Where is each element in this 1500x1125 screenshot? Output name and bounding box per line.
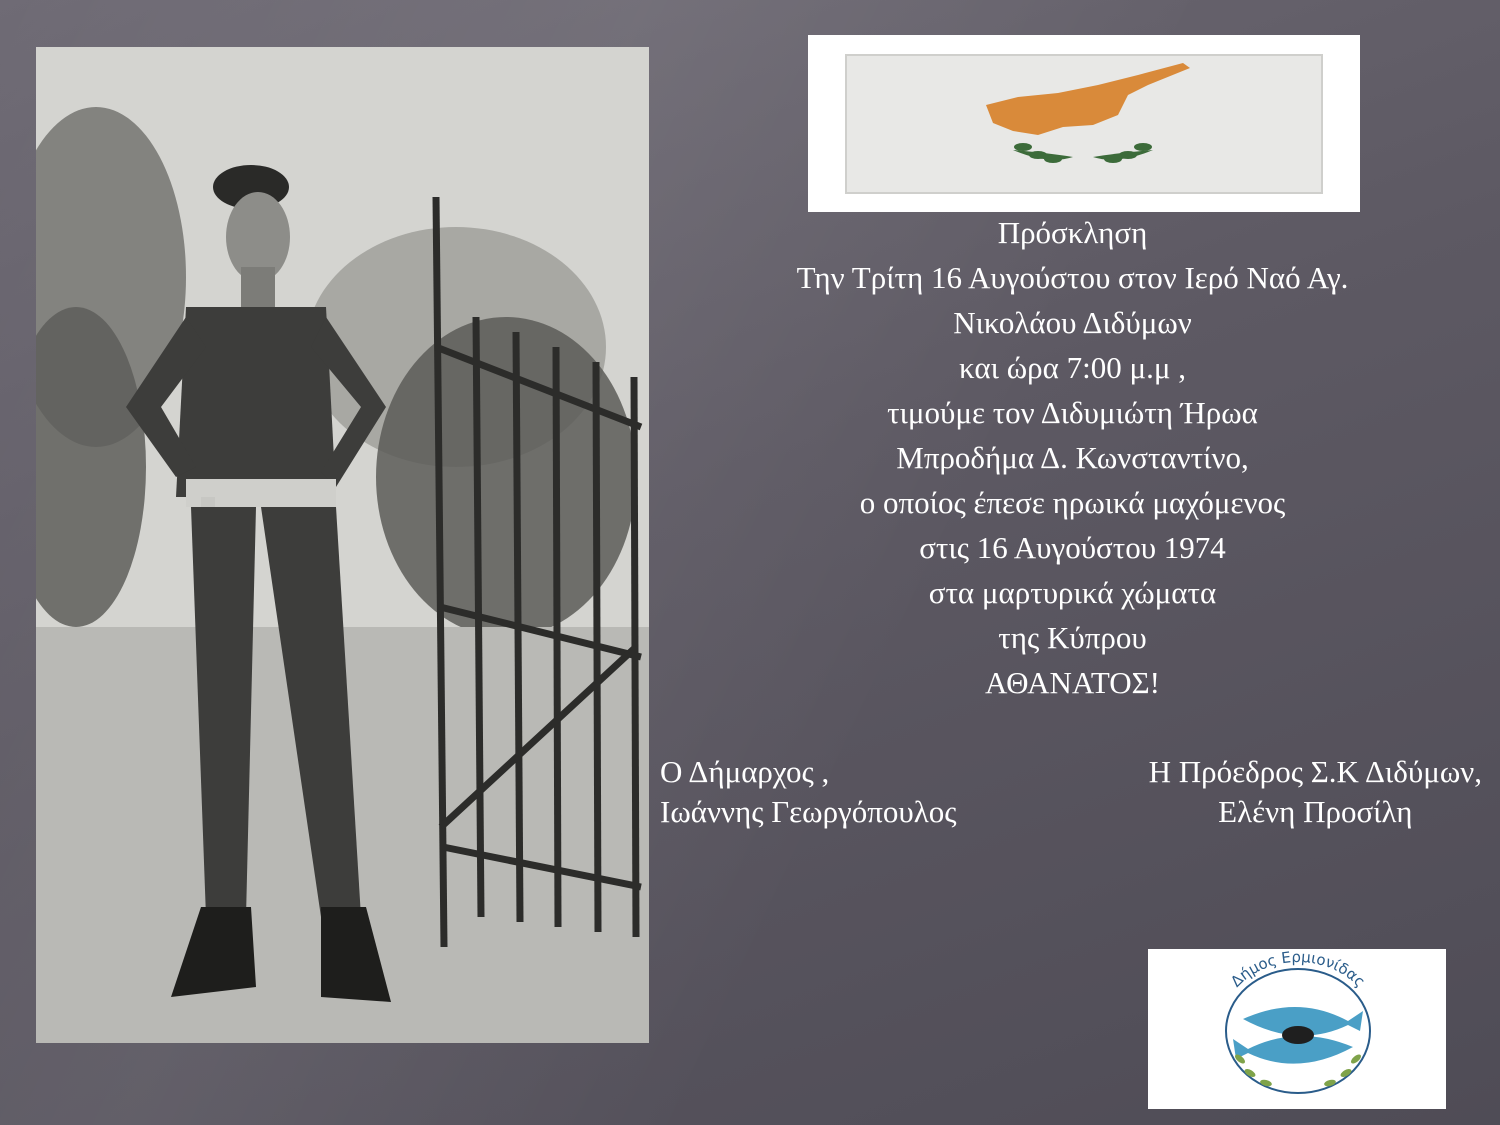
invitation-line: στα μαρτυρικά χώματα — [928, 575, 1217, 610]
invitation-line: της Κύπρου — [998, 620, 1147, 655]
municipality-logo-illustration — [1148, 949, 1446, 1109]
mayor-name: Ιωάννης Γεωργόπουλος — [660, 794, 957, 829]
municipality-logo-icon — [1148, 949, 1446, 1109]
fish-icon — [1233, 1007, 1363, 1064]
invitation-text — [700, 210, 1445, 705]
invitation-closing: ΑΘΑΝΑΤΟΣ! — [985, 665, 1160, 700]
invitation-line: Την Τρίτη 16 Αυγούστου στον Ιερό Ναό Αγ. — [796, 260, 1349, 295]
invitation-line: Μπροδήμα Δ. Κωνσταντίνο, — [896, 440, 1249, 475]
soldier-photo — [36, 47, 649, 1043]
cyprus-flag-icon — [808, 35, 1360, 212]
invitation-title: Πρόσκληση — [997, 215, 1148, 250]
mayor-signature — [660, 752, 957, 832]
president-name: Ελένη Προσίλη — [1218, 794, 1413, 829]
logo-text: Δήμος Ερμιονίδας — [1227, 949, 1370, 991]
invitation-line: τιμούμε τον Διδυμιώτη Ήρωα — [887, 395, 1258, 430]
president-signature — [1149, 752, 1482, 832]
soldier-photo-illustration — [36, 47, 649, 1043]
president-title: Η Πρόεδρος Σ.Κ Διδύμων, — [1148, 754, 1482, 789]
invitation-line: στις 16 Αυγούστου 1974 — [919, 530, 1226, 565]
invitation-line: και ώρα 7:00 μ.μ , — [959, 350, 1186, 385]
invitation-line: ο οποίος έπεσε ηρωικά μαχόμενος — [859, 485, 1286, 520]
invitation-line: Νικολάου Διδύμων — [953, 305, 1192, 340]
cyprus-flag-illustration — [808, 35, 1360, 212]
mayor-title: Ο Δήμαρχος , — [660, 754, 830, 789]
